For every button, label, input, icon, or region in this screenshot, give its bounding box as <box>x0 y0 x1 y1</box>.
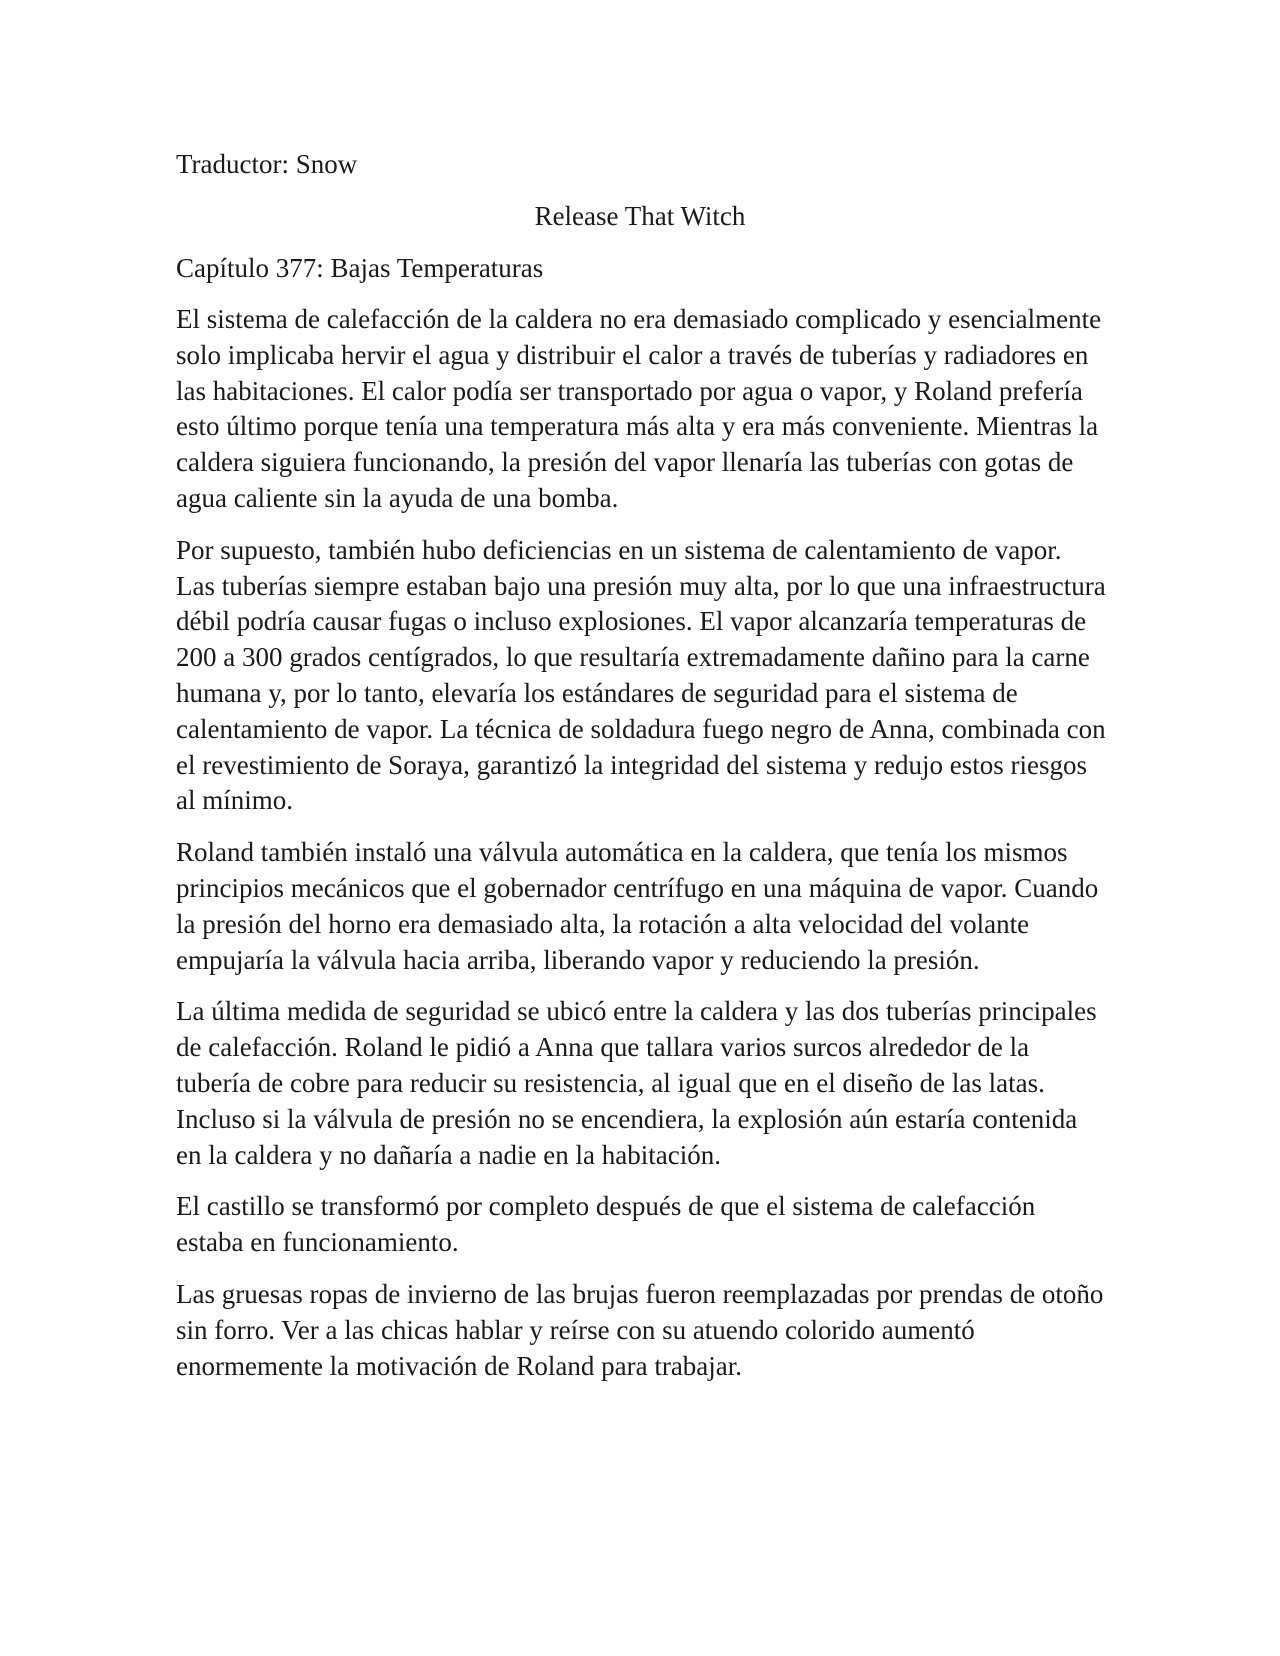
paragraph-1: El sistema de calefacción de la caldera no era demasiado complicado y esencialmente solo implicaba hervir el agua y distribuir el calor a través de tuberías y radiadores en las habitaciones. El calor podía ser transportado por agua o vapor, y Roland prefería esto último porque tenía una temperatura más alta y era más conveniente. Mientras la caldera siguiera funcionando, la presión del vapor llenaría las tuberías con gotas de agua caliente sin la ayuda de una bomba. <box>176 304 1102 513</box>
chapter-title: Capítulo 377: Bajas Temperaturas <box>176 253 544 283</box>
paragraph-3: Roland también instaló una válvula automática en la caldera, que tenía los mismos principios mecánicos que el gobernador centrífugo en una máquina de vapor. Cuando la presión del horno era demasiado alta, la rotación a alta velocidad del volante empujaría la válvula hacia arriba, liberando vapor y reduciendo la presión. <box>176 837 1099 975</box>
translator-credit: Traductor: Snow <box>176 149 358 179</box>
book-title: Release That Witch <box>534 201 746 231</box>
paragraph-4: La última medida de seguridad se ubicó entre la caldera y las dos tuberías principales de calefacción. Roland le pidió a Anna que tallara varios surcos alrededor de la tubería de cobre para reducir su resistencia, al igual que en el diseño de las latas. Incluso si la válvula de presión no se encendiera, la explosión aún estaría contenida en la caldera y no dañaría a nadie en la habitación. <box>176 996 1097 1170</box>
paragraph-5: El castillo se transformó por completo después de que el sistema de calefacción estaba en funcionamiento. <box>176 1191 1036 1258</box>
paragraph-2: Por supuesto, también hubo deficiencias en un sistema de calentamiento de vapor. Las tuberías siempre estaban bajo una presión muy alta, por lo que una infraestructura débil podría causar fugas o incluso explosiones. El vapor alcanzaría temperaturas de 200 a 300 grados centígrados, lo que resultaría extremadamente dañino para la carne humana y, por lo tanto, elevaría los estándares de seguridad para el sistema de calentamiento de vapor. La técnica de soldadura fuego negro de Anna, combinada con el revestimiento de Soraya, garantizó la integridad del sistema y redujo estos riesgos al mínimo. <box>176 534 1106 816</box>
paragraph-6: Las gruesas ropas de invierno de las brujas fueron reemplazadas por prendas de otoño sin forro. Ver a las chicas hablar y reírse con su atuendo colorido aumentó enormemente la motivación de Roland para trabajar. <box>176 1278 1104 1381</box>
chapter-body <box>176 302 1106 1400</box>
